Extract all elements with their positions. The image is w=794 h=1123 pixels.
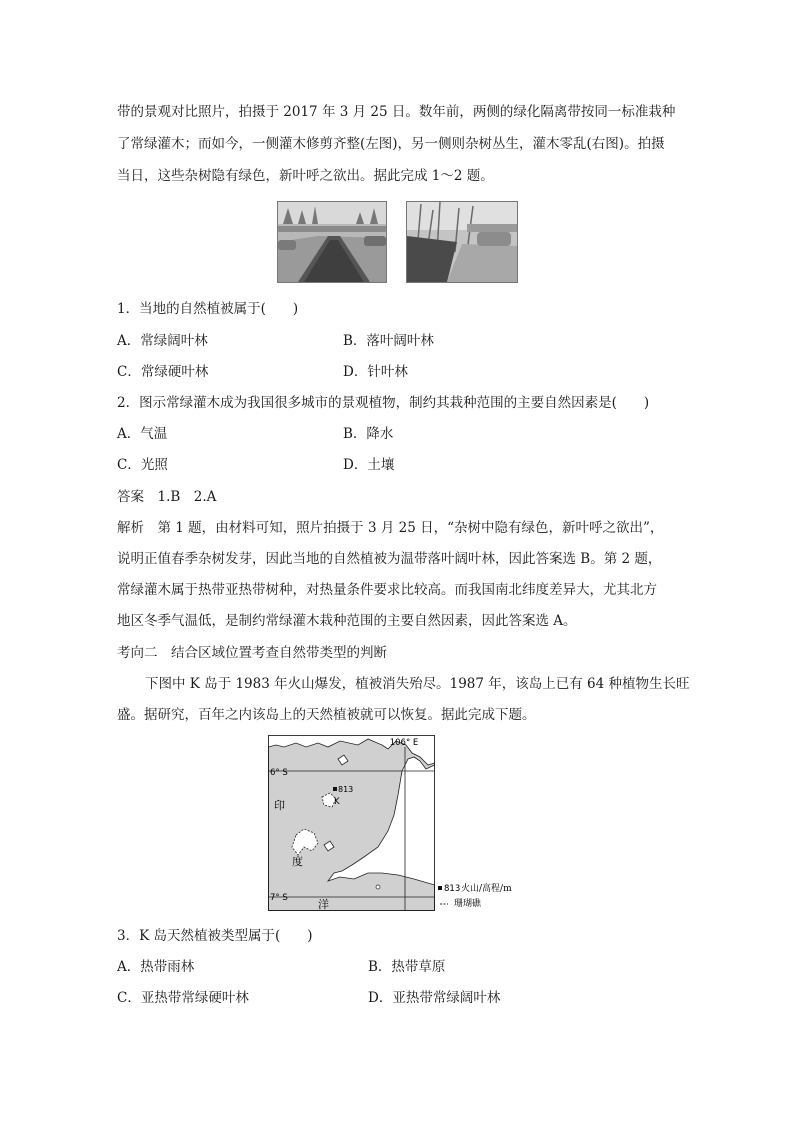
q1-option-d[interactable]: D．针叶林	[343, 364, 408, 380]
lat-label-top: 6° S	[270, 768, 288, 778]
intro-line-2: 了常绿灌木；而如今，一侧灌木修剪齐整(左图)，另一侧则杂树丛生，灌木零乱(右图)。拍摄	[117, 136, 665, 152]
legend-volcano-value: 813	[444, 884, 461, 894]
q3-option-b[interactable]: B．热带草原	[368, 959, 446, 975]
photo-right-image	[407, 202, 517, 282]
q1-option-c[interactable]: C．常绿硬叶林	[117, 364, 209, 380]
legend-volcano-icon	[438, 886, 442, 890]
intro-line-1: 带的景观对比照片，拍摄于 2017 年 3 月 25 日。数年前，两侧的绿化隔离带按同一标准栽种	[117, 104, 676, 120]
analysis-line-2: 说明正值春季杂树发芽，因此当地的自然植被为温带落叶阔叶林，因此答案选 B。第 2 题，	[117, 551, 662, 567]
q1-stem: 1．当地的自然植被属于( )	[117, 301, 299, 317]
answer-line: 答案 1.B 2.A	[117, 489, 217, 505]
q3-option-d[interactable]: D．亚热带常绿阔叶林	[368, 990, 501, 1006]
q3-stem: 3．K 岛天然植被类型属于( )	[117, 928, 313, 944]
q1-option-a[interactable]: A．常绿阔叶林	[117, 333, 208, 349]
analysis-line-4: 地区冬季气温低，是制约常绿灌木栽种范围的主要自然因素，因此答案选 A。	[117, 613, 577, 629]
photo-right-messy-shrubs	[406, 201, 518, 283]
photo-left-image	[278, 202, 386, 282]
tiny-island	[376, 885, 380, 889]
q1-option-b[interactable]: B．落叶阔叶林	[343, 333, 434, 349]
q2-option-c[interactable]: C．光照	[117, 457, 168, 473]
section-heading: 考向二 结合区域位置考查自然带类型的判断	[117, 645, 387, 661]
island-label-k: K	[334, 797, 340, 807]
analysis-line-3: 常绿灌木属于热带亚热带树种，对热量条件要求比较高。而我国南北纬度差异大，尤其北方	[117, 582, 657, 598]
map-svg	[268, 735, 530, 915]
lat-label-bottom: 7° S	[270, 893, 288, 903]
k-island-map	[268, 735, 530, 919]
lon-label: 106° E	[389, 738, 419, 748]
volcano-elevation: 813	[338, 785, 354, 794]
intro-line-3: 当日，这些杂树隐有绿色，新叶呼之欲出。据此完成 1～2 题。	[117, 168, 494, 184]
q3-option-c[interactable]: C．亚热带常绿硬叶林	[117, 990, 249, 1006]
photo-left-trimmed-shrubs	[277, 201, 387, 283]
q2-option-b[interactable]: B．降水	[343, 426, 394, 442]
q2-option-a[interactable]: A．气温	[117, 426, 168, 442]
ocean-label-1: 印	[274, 799, 285, 812]
q2-option-d[interactable]: D．土壤	[343, 457, 395, 473]
q3-option-a[interactable]: A．热带雨林	[117, 959, 195, 975]
legend-volcano-text: 火山/高程/m	[461, 884, 512, 894]
analysis-line-1: 解析 第 1 题，由材料可知，照片拍摄于 3 月 25 日，“杂树中隐有绿色，新叶呼之欲出”，	[117, 520, 664, 536]
passage2-line-1: 下图中 K 岛于 1983 年火山爆发，植被消失殆尽。1987 年，该岛上已有 64 种植物生长旺	[145, 676, 690, 692]
ocean-label-2: 度	[292, 855, 303, 868]
volcano-icon	[333, 787, 337, 791]
ocean-label-3: 洋	[318, 898, 329, 911]
q2-stem: 2．图示常绿灌木成为我国很多城市的景观植物，制约其栽种范围的主要自然因素是( )	[117, 395, 650, 411]
legend-reef-text: 珊瑚礁	[454, 899, 482, 909]
passage2-line-2: 盛。据研究，百年之内该岛上的天然植被就可以恢复。据此完成下题。	[117, 707, 536, 723]
